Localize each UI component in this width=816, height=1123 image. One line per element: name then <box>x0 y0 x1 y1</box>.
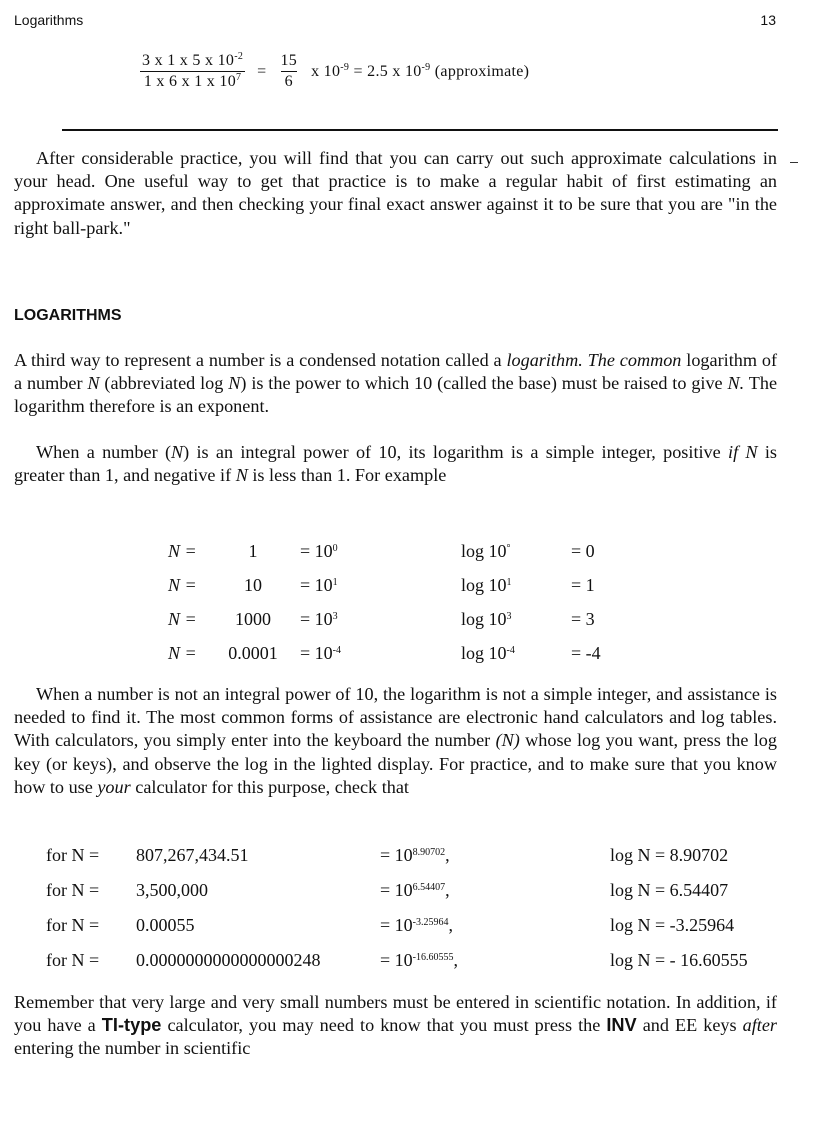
cell-for-n: for N = <box>46 950 100 970</box>
cell-log: log N = -3.25964 <box>610 915 735 935</box>
equation-result: x $10^{-9} = 2.5$ x $10^{-9}$ (approximate) <box>311 61 530 80</box>
cell-log: log N = 6.54407 <box>610 880 729 900</box>
horizontal-rule <box>62 129 778 131</box>
cell-value: 10 <box>244 574 262 595</box>
cell-for-n: for N = <box>46 880 100 900</box>
approximation-equation <box>132 52 533 91</box>
cell-result: = 0 <box>571 540 595 561</box>
table-row <box>168 602 631 636</box>
fraction-1 <box>138 52 247 91</box>
table-row <box>46 838 760 873</box>
cell-power: = $10^0$ <box>300 540 338 561</box>
table-row <box>46 908 760 943</box>
cell-log: log N = 8.90702 <box>610 845 729 865</box>
powers-of-ten-table <box>168 534 631 670</box>
cell-n: N = <box>168 540 197 561</box>
fraction-1-denominator: 1 x 6 x 1 x $10^7$ <box>140 71 246 91</box>
paragraph-integral-powers: When a number (N) is an integral power of 10, its logarithm is a simple integer, positive if N is greater than 1, and negative if N is less than 1. For example <box>14 442 777 486</box>
cell-log: $\log 10^3$ <box>461 608 512 629</box>
cell-log: $\log 10^{-4}$ <box>461 642 515 663</box>
section-heading: LOGARITHMS <box>14 307 122 324</box>
equals-sign: = <box>257 62 267 80</box>
cell-log: log 10° <box>461 540 511 561</box>
paragraph-logarithm-definition: A third way to represent a number is a condensed notation called a logarithm. The common logarithm of a number N (abbreviated log N) is the power to which 10 (called the base) must be raised to give N. The logarithm therefore is an exponent. <box>14 350 778 417</box>
cell-value: 0.0001 <box>228 642 278 663</box>
cell-n: N = <box>168 608 197 629</box>
page-number: 13 <box>760 12 776 28</box>
paragraph-approximation-practice: After considerable practice, you will find that you can carry out such approximate calculations in your head. One useful way to get that practice is to make a regular habit of first estimating an approximate answer, and then checking your final exact answer against it to be sure that you are "in the right ball-park." <box>14 148 777 238</box>
cell-result: = -4 <box>571 642 601 663</box>
cell-number: 807,267,434.51 <box>136 845 249 865</box>
cell-number: 0.00055 <box>136 915 195 935</box>
cell-power: = $10^{-4}$ <box>300 642 341 663</box>
cell-n: N = <box>168 642 197 663</box>
cell-result: = 3 <box>571 608 595 629</box>
cell-power: = $10^3$ <box>300 608 338 629</box>
cell-power: = $10^{-3.25964}$, <box>380 915 453 935</box>
paragraph-calculator-usage: When a number is not an integral power of 10, the logarithm is not a simple integer, and assistance is needed to find it. The most common forms of assistance are electronic hand calculators and log tables. With calculators, you simply enter into the keyboard the number (N) whose log you want, press the log key (or keys), and observe the log in the lighted display. For practice, and to make sure that you know how to use your calculator for this purpose, check that <box>14 684 777 797</box>
cell-number: 0.0000000000000000248 <box>136 950 321 970</box>
cell-result: = 1 <box>571 574 595 595</box>
cell-power: = $10^{8.90702}$, <box>380 845 450 865</box>
table-row <box>168 568 631 602</box>
cell-for-n: for N = <box>46 915 100 935</box>
table-row <box>168 636 631 670</box>
cell-log: $\log 10^1$ <box>461 574 512 595</box>
running-header-title: Logarithms <box>14 12 84 28</box>
table-row <box>46 873 760 908</box>
fraction-2: $\frac{15}{6}$ <box>280 52 298 90</box>
cell-value: 1000 <box>235 608 271 629</box>
margin-mark <box>790 162 798 163</box>
cell-value: 1 <box>248 540 258 561</box>
cell-for-n: for N = <box>46 845 100 865</box>
cell-power: = $10^1$ <box>300 574 338 595</box>
fraction-1-numerator: 3 x 1 x 5 x $10^{-2}$ <box>142 51 244 69</box>
logarithm-examples-table <box>46 838 760 978</box>
paragraph-scientific-notation: Remember that very large and very small numbers must be entered in scientific notation. In addition, if you have a TI-type calculator, you may need to know that you must press the INV and EE keys after entering the number in scientific <box>14 992 777 1059</box>
cell-power: = $10^{6.54407}$, <box>380 880 450 900</box>
cell-power: = $10^{-16.60555}$, <box>380 950 458 970</box>
table-row <box>168 534 631 568</box>
table-row <box>46 943 760 978</box>
cell-log: log N = - 16.60555 <box>610 950 748 970</box>
cell-number: 3,500,000 <box>136 880 208 900</box>
cell-n: N = <box>168 574 197 595</box>
